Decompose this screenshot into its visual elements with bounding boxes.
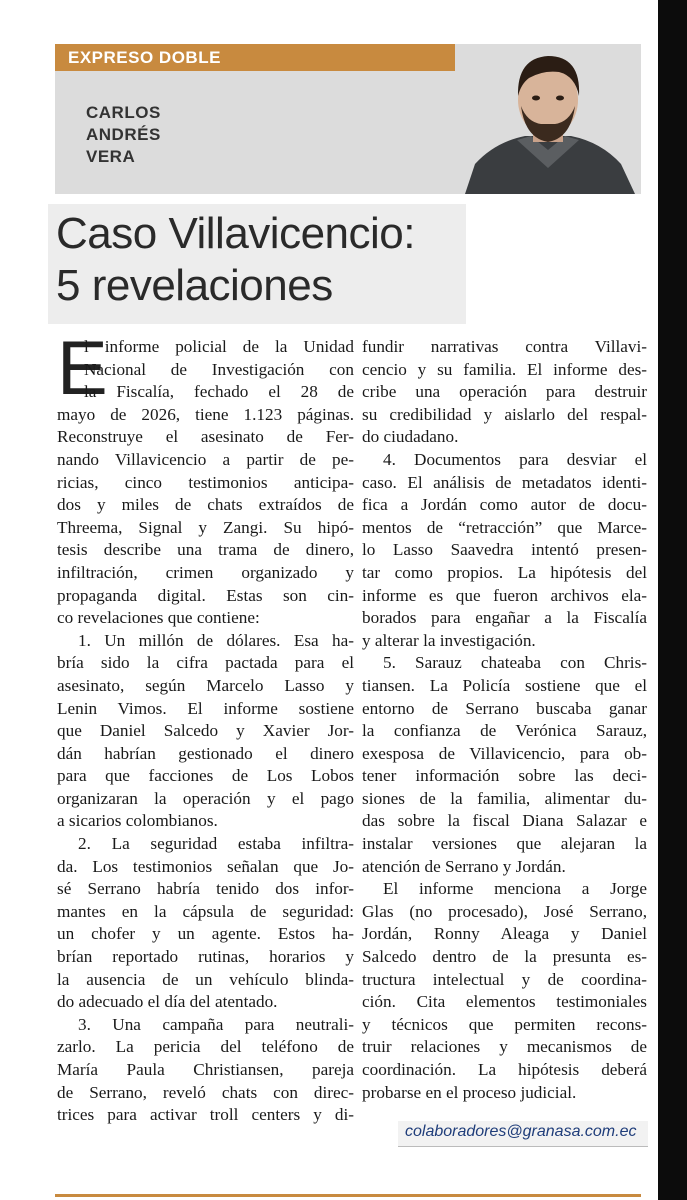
article-text-line: mantes en la cápsula de seguridad:	[57, 901, 354, 921]
contact-email-link[interactable]: colaboradores@granasa.com.ec	[405, 1123, 637, 1140]
title-line: Caso Villavicencio:	[56, 209, 415, 258]
article-text-line: dán habrían gestionado el dinero	[57, 743, 354, 763]
article-column-right	[362, 336, 647, 1104]
article-text-line: da. Los testimonios señalan que Jo-	[57, 856, 354, 876]
article-text-line: instalar versiones que alejaran la	[362, 834, 647, 854]
article-text-line: zarlo. La pericia del teléfono de	[57, 1037, 354, 1057]
article-text-line: co revelaciones que contiene:	[57, 608, 260, 628]
article-text-line: organizaran la operación y el pago	[57, 788, 354, 808]
article-text-line: fica a Jordán como autor de docu-	[362, 495, 647, 515]
article-text-line: tructura intelectual y de coordina-	[362, 969, 647, 989]
article-text-line: 1. Un millón de dólares. Esa ha-	[78, 630, 354, 650]
article-text-line: ción. Cita elementos testimoniales	[362, 992, 647, 1012]
article-text-line: para que facciones de Los Lobos	[57, 766, 354, 786]
article-text-line: la confianza de Verónica Sarauz,	[362, 721, 647, 741]
article-text-line: Nacional de Investigación con	[84, 359, 354, 379]
article-text-line: 4. Documentos para desviar el	[383, 449, 647, 469]
article-text-line: truir relaciones y mecanismos de	[362, 1037, 647, 1057]
article-text-line: 2. La seguridad estaba infiltra-	[78, 834, 354, 854]
author-name-line: CARLOS	[86, 103, 161, 122]
article-text-line: probarse en el proceso judicial.	[362, 1082, 577, 1102]
article-text-line: borados para engañar a la Fiscalía	[362, 608, 647, 628]
article-text-line: asesinato, según Marcelo Lasso y	[57, 675, 354, 695]
article-text-line: siones de la familia, alimentar du-	[362, 788, 647, 808]
article-text-line: brían reportado rutinas, horarios y	[57, 947, 354, 967]
article-text-line: y alterar la investigación.	[362, 630, 536, 650]
article-text-line: propaganda digital. Estas son cin-	[57, 585, 354, 605]
article-text-line: tesis describe una trama de dinero,	[57, 540, 354, 560]
article-text-line: Reconstruye el asesinato de Fer-	[57, 427, 354, 447]
article-text-line: El informe menciona a Jorge	[383, 879, 647, 899]
author-name-line: ANDRÉS	[86, 125, 161, 144]
article-text-line: bría sido la cifra pactada para el	[57, 653, 354, 673]
article-text-line: a sicarios colombianos.	[57, 811, 218, 831]
article-text-line: lo Lasso Saavedra intentó presen-	[362, 540, 647, 560]
author-name-line: VERA	[86, 147, 136, 166]
article-text-line: y técnicos que permiten recons-	[362, 1014, 647, 1034]
article-text-line: l informe policial de la Unidad	[84, 337, 354, 356]
article-text-line: do ciudadano.	[362, 427, 459, 447]
article-text-line: Threema, Signal y Zangi. Su hipó-	[57, 517, 354, 537]
article-text-line: informe es que fueron archivos ela-	[362, 585, 647, 605]
article-text-line: tener información sobre las deci-	[362, 766, 647, 786]
article-text-line: fundir narrativas contra Villavi-	[362, 337, 647, 356]
article-text-line: sé Serrano habría tenido dos infor-	[57, 879, 354, 899]
page-edge-shadow	[658, 0, 687, 1200]
article-text-line: nando Villavicencio a partir de pe-	[57, 449, 354, 469]
article-text-line: exesposa de Villavicencio, para ob-	[362, 743, 647, 763]
article-text-line: Lenin Vimos. El informe sostiene	[57, 698, 354, 718]
article-text-line: coordinación. La hipótesis deberá	[362, 1060, 647, 1079]
article-text-line: 3. Una campaña para neutrali-	[78, 1014, 354, 1034]
article-text-line: un chofer y un agente. Estos ha-	[57, 924, 354, 944]
article-text-line: Jordán, Ronny Aleaga y Daniel	[362, 924, 647, 944]
article-text-line: dos y miles de chats extraídos de	[57, 495, 354, 515]
section-label: EXPRESO DOBLE	[68, 48, 221, 67]
article-text-line: tiansen. La Policía sostiene que el	[362, 675, 647, 695]
article-text-line: ricias, cinco testimonios anticipa-	[57, 472, 354, 492]
article-text-line: 5. Sarauz chateaba con Chris-	[383, 653, 647, 673]
article-text-line: trices para activar troll centers y di-	[57, 1105, 354, 1125]
article-text-line: do adecuado el día del atentado.	[57, 992, 278, 1012]
article-text-line: la Fiscalía, fechado el 28 de	[84, 382, 354, 402]
article-text-line: mayo de 2026, tiene 1.123 páginas.	[57, 404, 354, 424]
article-text-line: cencio y su familia. El informe des-	[362, 359, 647, 379]
article-text-line: la ausencia de un vehículo blinda-	[57, 969, 354, 989]
article-text-line: das sobre la fiscal Diana Salazar e	[362, 811, 647, 831]
article-text-line: mentos de “retracción” que Marce-	[362, 517, 647, 537]
article-title	[56, 208, 476, 312]
author-portrait	[455, 44, 641, 194]
article-text-line: infiltración, crimen organizado y	[57, 562, 354, 582]
article-column-left	[57, 326, 354, 1127]
article-text-line: tar como propios. La hipótesis del	[362, 562, 647, 582]
article-text-line: Salcedo dentro de la presunta es-	[362, 947, 647, 967]
article-text-line: María Paula Christiansen, pareja	[57, 1060, 354, 1079]
article-text-line: de Serrano, reveló chats con direc-	[57, 1082, 354, 1102]
title-line: 5 revelaciones	[56, 261, 333, 310]
article-text-line: entorno de Serrano buscaba ganar	[362, 698, 647, 718]
article-text-line: Glas (no procesado), José Serrano,	[362, 901, 647, 921]
article-text-line: su credibilidad y aislarlo del respal-	[362, 404, 647, 424]
article-text-line: atención de Serrano y Jordán.	[362, 856, 566, 876]
bottom-rule	[55, 1194, 641, 1197]
author-name	[86, 102, 226, 168]
article-text-line: caso. El análisis de metadatos identi-	[362, 472, 647, 492]
article-text-line: que Daniel Salcedo y Xavier Jor-	[57, 721, 354, 741]
article-text-line: cribe una operación para destruir	[362, 382, 647, 402]
drop-cap: E	[57, 326, 108, 411]
